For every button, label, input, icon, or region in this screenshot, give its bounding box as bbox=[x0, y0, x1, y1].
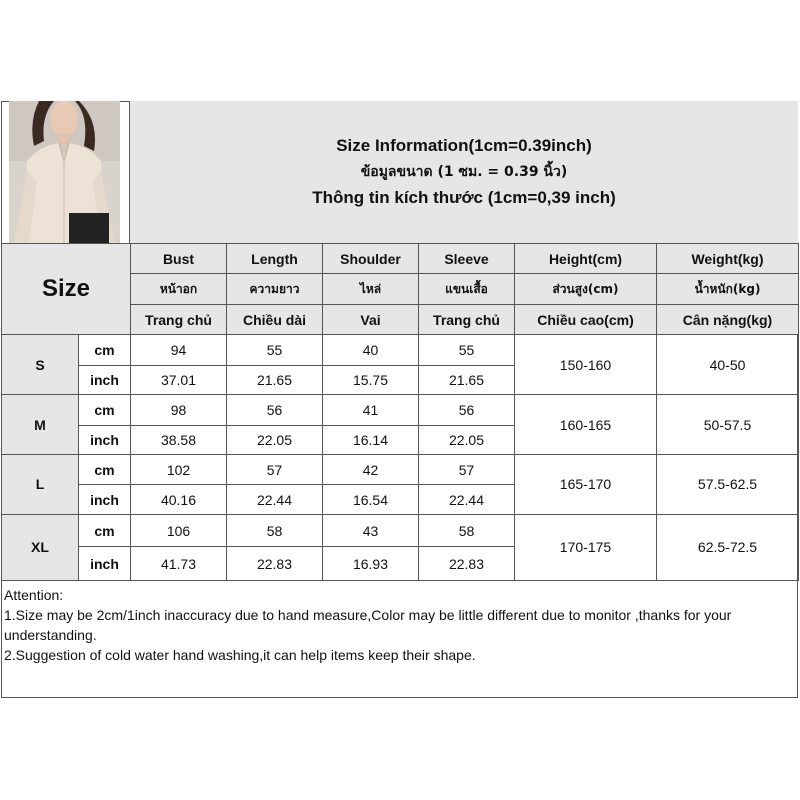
table-cell: 16.93 bbox=[323, 547, 419, 581]
col-header-en: Sleeve bbox=[419, 244, 515, 274]
notes-title: Attention: bbox=[4, 587, 64, 603]
table-cell: 58 bbox=[419, 514, 515, 546]
col-header-en: Height(cm) bbox=[515, 244, 657, 274]
size-column-header: Size bbox=[2, 244, 131, 335]
col-header-th: แขนเสื้อ bbox=[419, 274, 515, 304]
table-cell: 22.83 bbox=[419, 547, 515, 581]
unit-label: inch bbox=[79, 547, 131, 581]
col-header-en: Shoulder bbox=[323, 244, 419, 274]
height-cell: 165-170 bbox=[515, 455, 657, 515]
table-cell: 55 bbox=[419, 335, 515, 365]
col-header-vi: Chiều dài bbox=[227, 304, 323, 334]
header-title-en: Size Information(1cm=0.39inch) bbox=[336, 136, 592, 155]
table-cell: 41 bbox=[323, 395, 419, 425]
notes-line-2: 2.Suggestion of cold water hand washing,it can help items keep their shape. bbox=[4, 647, 476, 663]
weight-cell: 57.5-62.5 bbox=[657, 455, 799, 515]
table-cell: 37.01 bbox=[131, 365, 227, 394]
table-cell: 55 bbox=[227, 335, 323, 365]
size-label: S bbox=[2, 335, 79, 395]
model-blouse-image bbox=[9, 101, 120, 243]
col-header-en: Bust bbox=[131, 244, 227, 274]
table-cell: 102 bbox=[131, 455, 227, 485]
table-cell: 21.65 bbox=[227, 365, 323, 394]
height-cell: 170-175 bbox=[515, 514, 657, 580]
table-cell: 40.16 bbox=[131, 485, 227, 514]
table-cell: 56 bbox=[227, 395, 323, 425]
size-info-header bbox=[129, 101, 798, 243]
size-label: XL bbox=[2, 514, 79, 580]
table-cell: 42 bbox=[323, 455, 419, 485]
table-cell: 41.73 bbox=[131, 547, 227, 581]
height-cell: 160-165 bbox=[515, 395, 657, 455]
table-cell: 16.54 bbox=[323, 485, 419, 514]
weight-cell: 50-57.5 bbox=[657, 395, 799, 455]
product-photo bbox=[9, 101, 120, 243]
col-header-vi: Trang chủ bbox=[131, 304, 227, 334]
header-title-th: ข้อมูลขนาด (1 ซม. = 0.39 นิ้ว) bbox=[360, 164, 568, 180]
table-cell: 106 bbox=[131, 514, 227, 546]
table-cell: 98 bbox=[131, 395, 227, 425]
col-header-vi: Vai bbox=[323, 304, 419, 334]
notes-line-1: 1.Size may be 2cm/1inch inaccuracy due to hand measure,Color may be little different due to monitor ,thanks for your understanding. bbox=[4, 607, 732, 643]
col-header-th: ส่วนสูง(cm) bbox=[515, 274, 657, 304]
table-cell: 38.58 bbox=[131, 425, 227, 454]
unit-label: inch bbox=[79, 485, 131, 514]
header-title-vi: Thông tin kích thước (1cm=0,39 inch) bbox=[312, 188, 616, 207]
unit-label: inch bbox=[79, 365, 131, 394]
table-cell: 22.83 bbox=[227, 547, 323, 581]
unit-label: inch bbox=[79, 425, 131, 454]
table-cell: 94 bbox=[131, 335, 227, 365]
weight-cell: 62.5-72.5 bbox=[657, 514, 799, 580]
unit-label: cm bbox=[79, 335, 131, 365]
col-header-vi: Trang chủ bbox=[419, 304, 515, 334]
table-cell: 21.65 bbox=[419, 365, 515, 394]
col-header-en: Weight(kg) bbox=[657, 244, 799, 274]
col-header-vi: Chiều cao(cm) bbox=[515, 304, 657, 334]
table-cell: 22.44 bbox=[227, 485, 323, 514]
table-cell: 43 bbox=[323, 514, 419, 546]
table-cell: 58 bbox=[227, 514, 323, 546]
table-cell: 15.75 bbox=[323, 365, 419, 394]
col-header-th: น้ำหนัก(kg) bbox=[657, 274, 799, 304]
unit-label: cm bbox=[79, 514, 131, 546]
col-header-en: Length bbox=[227, 244, 323, 274]
table-cell: 57 bbox=[419, 455, 515, 485]
col-header-th: ความยาว bbox=[227, 274, 323, 304]
table-cell: 56 bbox=[419, 395, 515, 425]
table-cell: 22.44 bbox=[419, 485, 515, 514]
weight-cell: 40-50 bbox=[657, 335, 799, 395]
col-header-th: หน้าอก bbox=[131, 274, 227, 304]
size-label: L bbox=[2, 455, 79, 515]
table-cell: 57 bbox=[227, 455, 323, 485]
table-cell: 22.05 bbox=[227, 425, 323, 454]
attention-notes bbox=[4, 585, 794, 665]
table-cell: 40 bbox=[323, 335, 419, 365]
unit-label: cm bbox=[79, 395, 131, 425]
unit-label: cm bbox=[79, 455, 131, 485]
table-cell: 16.14 bbox=[323, 425, 419, 454]
table-cell: 22.05 bbox=[419, 425, 515, 454]
height-cell: 150-160 bbox=[515, 335, 657, 395]
size-table bbox=[1, 243, 799, 581]
col-header-vi: Cân nặng(kg) bbox=[657, 304, 799, 334]
col-header-th: ไหล่ bbox=[323, 274, 419, 304]
size-label: M bbox=[2, 395, 79, 455]
